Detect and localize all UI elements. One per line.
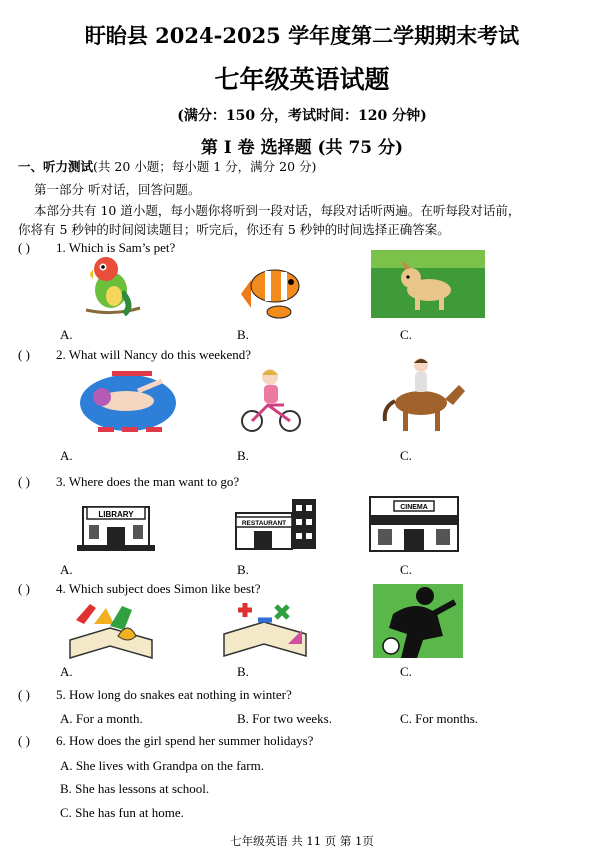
instructions-line-1: 本部分共有 10 道小题，每小题你将听到一段对话，每段对话听两遍。在听每段对话前， (34, 203, 521, 218)
option-b[interactable]: B. (237, 327, 249, 342)
question-text: 1. Which is Sam’s pet? (56, 240, 176, 255)
answer-blank[interactable]: ( ) (18, 687, 30, 702)
option-b[interactable]: B. (237, 448, 249, 463)
parrot-picture (78, 252, 148, 322)
cinema-picture (368, 495, 460, 553)
answer-blank[interactable]: ( ) (18, 240, 30, 255)
exam-info: (满分：150 分，考试时间：120 分钟) (177, 108, 427, 124)
question-text: 4. Which subject does Simon like best? (56, 581, 261, 596)
option-c[interactable]: C. (400, 327, 412, 342)
question-text: 3. Where does the man want to go? (56, 474, 240, 489)
cycling-picture (240, 365, 302, 435)
library-sign: LIBRARY (98, 510, 134, 519)
football-picture (373, 584, 463, 658)
section-heading-note: (共 20 小题；每小题 1 分，满分 20 分) (93, 159, 317, 174)
volume-title: 第 I 卷 选择题 (共 75 分) (200, 138, 404, 158)
option-a[interactable]: A. (60, 664, 73, 679)
option-a[interactable]: A. (60, 562, 73, 577)
option-a[interactable]: A. For a month. (60, 711, 143, 726)
maths-book-picture (218, 600, 308, 658)
dog-picture (371, 250, 485, 318)
part-title: 第一部分 听对话，回答问题。 (34, 182, 201, 197)
clownfish-picture (235, 250, 305, 320)
question-text: 6. How does the girl spend her summer holidays? (56, 733, 314, 748)
section-heading (18, 157, 316, 175)
restaurant-picture (232, 495, 318, 551)
exam-school-title: 盱眙县 2024-2025 学年度第二学期期末考试 (84, 23, 520, 48)
answer-blank[interactable]: ( ) (18, 347, 30, 362)
instructions-line-2: 你将有 5 秒钟的时间阅读题目；听完后，你还有 5 秒钟的时间选择正确答案。 (18, 222, 450, 237)
answer-blank[interactable]: ( ) (18, 733, 30, 748)
option-c[interactable]: C. (400, 562, 412, 577)
page-footer: 七年级英语 共 11 页 第 1页 (230, 834, 374, 848)
option-b[interactable]: B. (237, 562, 249, 577)
option-b[interactable]: B. (237, 664, 249, 679)
restaurant-sign: RESTAURANT (241, 520, 287, 527)
option-a[interactable]: A. She lives with Grandpa on the farm. (60, 758, 264, 773)
library-picture (77, 497, 155, 551)
option-c[interactable]: C. (400, 664, 412, 679)
option-c[interactable]: C. For months. (400, 711, 479, 726)
exam-title: 七年级英语试题 (214, 65, 390, 94)
english-book-picture (66, 600, 154, 660)
option-b[interactable]: B. She has lessons at school. (60, 781, 210, 796)
answer-blank[interactable]: ( ) (18, 581, 30, 596)
option-c[interactable]: C. (400, 448, 412, 463)
option-c[interactable]: C. She has fun at home. (60, 805, 184, 820)
question-text: 2. What will Nancy do this weekend? (56, 347, 252, 362)
section-heading-label: 一、听力测试 (18, 159, 94, 174)
option-b[interactable]: B. For two weeks. (237, 711, 332, 726)
option-a[interactable]: A. (60, 327, 73, 342)
cinema-sign: CINEMA (400, 504, 428, 511)
option-a[interactable]: A. (60, 448, 73, 463)
swimming-picture (78, 365, 178, 437)
question-text: 5. How long do snakes eat nothing in winter? (56, 687, 292, 702)
answer-blank[interactable]: ( ) (18, 474, 30, 489)
horse-riding-picture (375, 355, 467, 435)
